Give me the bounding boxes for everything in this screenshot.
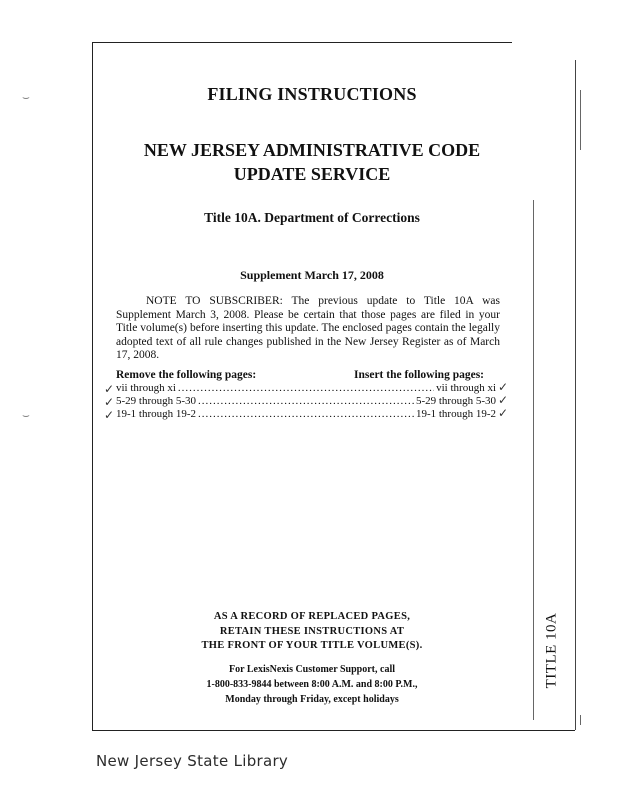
scan-mark: ⌣	[22, 90, 30, 104]
dot-leader	[198, 408, 414, 421]
support-line: Monday through Friday, except holidays	[225, 694, 399, 705]
border-right	[575, 60, 576, 730]
supplement-label: Supplement March 17, 2008	[240, 268, 384, 282]
remove-pages: 5-29 through 5-30	[116, 395, 197, 407]
insert-pages: vii through xi	[436, 382, 496, 394]
table-row	[116, 382, 496, 395]
margin-mark	[580, 715, 581, 725]
record-line: RETAIN THESE INSTRUCTIONS AT	[219, 625, 405, 637]
table-row	[116, 408, 496, 421]
support-line: 1-800-833-9844 between 8:00 A.M. and 8:00 P.M.,	[206, 679, 418, 690]
code-title-line: NEW JERSEY ADMINISTRATIVE CODE	[143, 140, 481, 160]
remove-pages: vii through xi	[116, 382, 176, 394]
code-title-line: UPDATE SERVICE	[233, 164, 391, 184]
check-mark-icon: ✓	[498, 380, 509, 394]
title-tab	[532, 600, 572, 700]
remove-pages: 19-1 through 19-2	[116, 408, 197, 420]
dot-leader	[198, 395, 414, 408]
support-line: For LexisNexis Customer Support, call	[228, 664, 395, 675]
border-top	[92, 42, 512, 43]
table-row	[116, 395, 496, 408]
title-tab-label: TITLE 10A	[543, 612, 560, 688]
remove-column-header: Remove the following pages:	[116, 369, 257, 381]
scan-mark: ⌣	[22, 408, 30, 422]
insert-column-header: Insert the following pages:	[354, 369, 485, 381]
check-mark-icon: ✓	[498, 393, 509, 407]
support-contact	[92, 662, 532, 707]
title-section: Title 10A. Department of Corrections	[204, 210, 420, 225]
dot-leader	[178, 382, 434, 395]
insert-pages: 5-29 through 5-30	[415, 395, 496, 407]
margin-mark	[580, 90, 581, 150]
check-mark-icon: ✓	[498, 406, 509, 420]
check-mark-icon: ✓	[104, 408, 115, 422]
record-instruction	[92, 610, 532, 654]
record-line: AS A RECORD OF REPLACED PAGES,	[213, 611, 411, 622]
check-mark-icon: ✓	[104, 395, 115, 409]
pages-table	[116, 382, 496, 421]
insert-pages: 19-1 through 19-2	[415, 408, 496, 420]
subscriber-note: NOTE TO SUBSCRIBER: The previous update to Title 10A was Supplement March 3, 2008. Please be certain that those pages are filed in your Title volume(s) before inserting this update. The enclosed pages contain the legally adopted text of all rule changes published in the New Jersey Register as of March 17, 2008.	[116, 295, 500, 362]
border-bottom	[92, 730, 575, 731]
library-stamp: New Jersey State Library	[96, 752, 289, 770]
document-title: FILING INSTRUCTIONS	[207, 84, 417, 104]
code-title	[92, 138, 532, 186]
record-line: THE FRONT OF YOUR TITLE VOLUME(S).	[201, 640, 423, 651]
check-mark-icon: ✓	[104, 382, 115, 396]
